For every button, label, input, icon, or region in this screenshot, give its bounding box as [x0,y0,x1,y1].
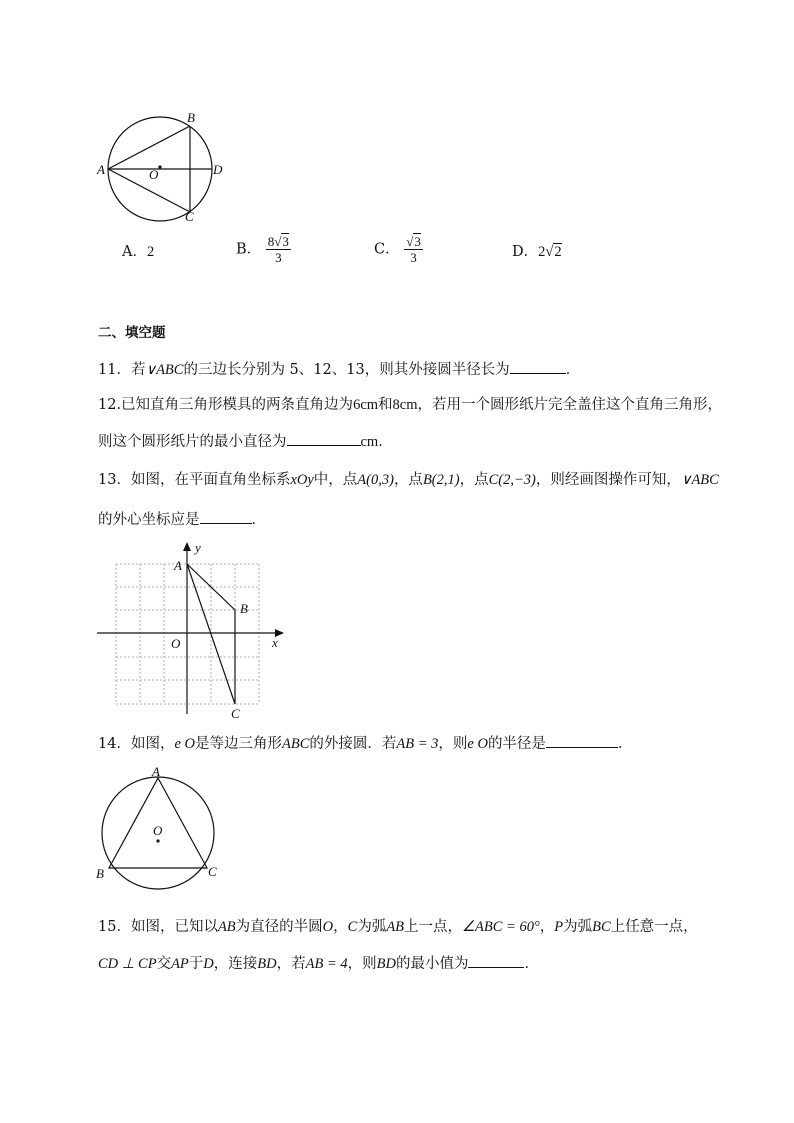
label-a: A [97,162,105,177]
answer-blank-12[interactable] [287,431,361,446]
answer-blank-14[interactable] [546,733,618,748]
label-c: C [185,209,194,224]
label-b: B [240,601,248,616]
answer-blank-13[interactable] [200,509,252,524]
option-d-letter: D． [512,244,539,260]
figure-q10-circle [96,110,236,230]
answer-blank-11[interactable] [510,359,566,374]
option-a[interactable] [122,242,154,262]
option-b[interactable] [236,234,291,265]
question-12-line2: 则这个圆形纸片的最小直径为 cm． [98,431,393,452]
center-point [158,165,161,168]
label-a: A [152,766,160,779]
label-x: x [272,635,278,650]
question-15-line2: CD ⊥ CP交AP于D，连接BD，若AB = 4，则BD的最小值为 ． [98,953,539,974]
answer-blank-15[interactable] [468,953,524,968]
option-a-value: 2 [146,244,155,260]
label-y: y [195,540,201,555]
segment-ab [108,126,190,169]
question-11: 11．若∨ABC的三边长分别为 5、12、13，则其外接圆半径长为 ． [98,359,580,380]
option-b-fraction: $\frac{8√3}{3}$ [267,234,289,265]
option-c-fraction: $\frac{√3}{3}$ [406,234,421,265]
label-b: B [96,866,104,881]
question-15-line1: 15．如图，已知以AB为直径的半圆O，C为弧AB上一点，∠ABC = 60°，P为弧BC上任意一点， [98,919,698,935]
label-a: A [174,558,182,573]
question-14: 14．如图，e O是等边三角形ABC的外接圆．若AB = 3，则e O的半径是 ． [98,733,632,754]
option-d[interactable] [512,242,562,262]
label-o: O [171,636,181,651]
label-c: C [231,706,240,721]
option-d-value: 2√2 [538,244,562,260]
label-o: O [153,823,163,838]
question-13-line1: 13．如图，在平面直角坐标系xOy中，点A(0,3)，点B(2,1)，点C(2,−3)，则经画图操作可知，∨ABC [98,472,719,488]
option-a-letter: A． [122,244,147,260]
figure-q13-coordinate-plane [94,538,294,722]
label-o: O [149,167,159,182]
figure-q14-circle [92,766,232,890]
y-axis-arrow [183,542,191,551]
center-point [156,839,159,842]
option-c-letter: C． [374,241,400,258]
option-b-letter: B． [236,241,262,258]
label-b: B [187,110,195,125]
section-title: 二、填空题 [98,325,166,341]
label-d: D [213,162,223,177]
option-c[interactable] [374,234,423,265]
question-13-line2: 的外心坐标应是 ． [98,509,266,530]
question-12-line1: 12.已知直角三角形模具的两条直角边为6cm和8cm，若用一个圆形纸片完全盖住这个直角三角形， [98,397,722,413]
label-c: C [208,864,217,879]
